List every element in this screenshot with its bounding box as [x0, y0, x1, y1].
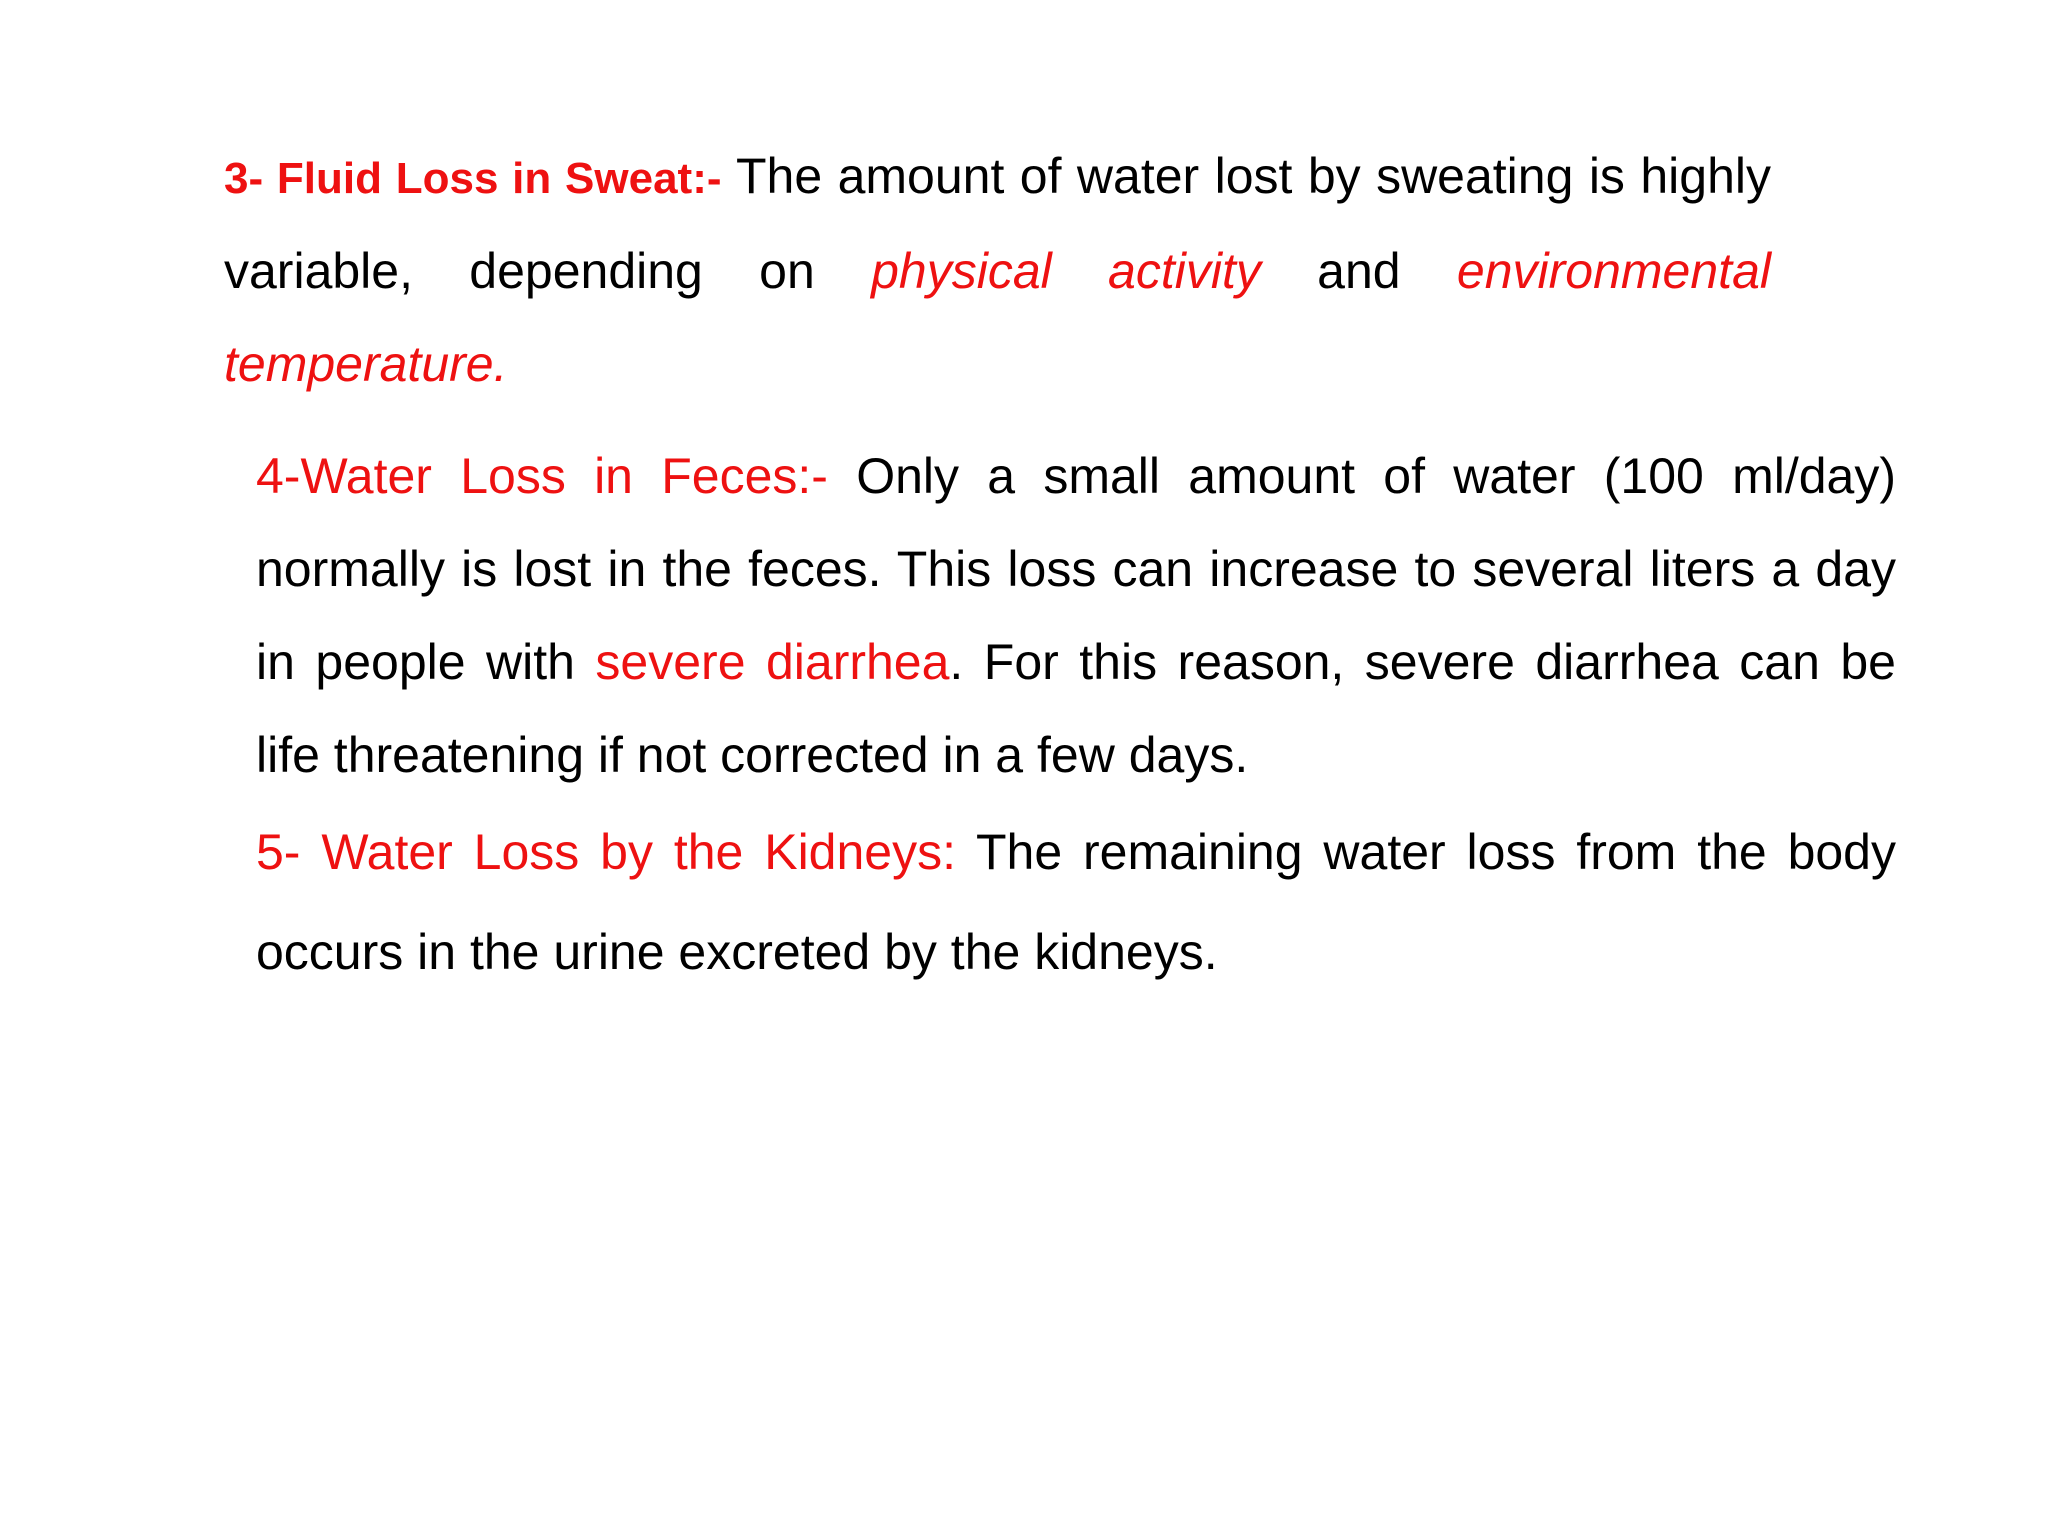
paragraph-water-loss-feces — [256, 430, 1896, 802]
highlight-physical-activity: physical activity — [871, 243, 1261, 299]
highlight-severe-diarrhea: severe diarrhea — [595, 634, 950, 690]
sweat-text-1: The amount of water lost by sweating is highly variable, depending on — [224, 148, 1771, 299]
sweat-text-2: and — [1260, 243, 1457, 299]
kidneys-text-1: The remaining water loss from the body occurs in the urine excreted by the kidneys. — [256, 824, 1896, 980]
feces-text-1: Only a small amount of water (100 ml/day) normally is lost in the feces. This loss can increase to several liters a day in people with — [256, 448, 1897, 690]
paragraph-fluid-loss-sweat — [224, 130, 1771, 411]
heading-fluid-loss-sweat: 3- Fluid Loss in Sweat:- — [224, 154, 722, 203]
highlight-environmental-temperature: environmental temperature. — [224, 243, 1771, 392]
feces-text-2: . For this reason, severe diarrhea can be life threatening if not corrected in a few days. — [256, 634, 1896, 783]
heading-water-loss-feces: 4-Water Loss in Feces:- — [256, 448, 828, 504]
heading-water-loss-kidneys: 5- Water Loss by the Kidneys: — [256, 824, 956, 880]
paragraph-water-loss-kidneys — [256, 802, 1896, 1002]
